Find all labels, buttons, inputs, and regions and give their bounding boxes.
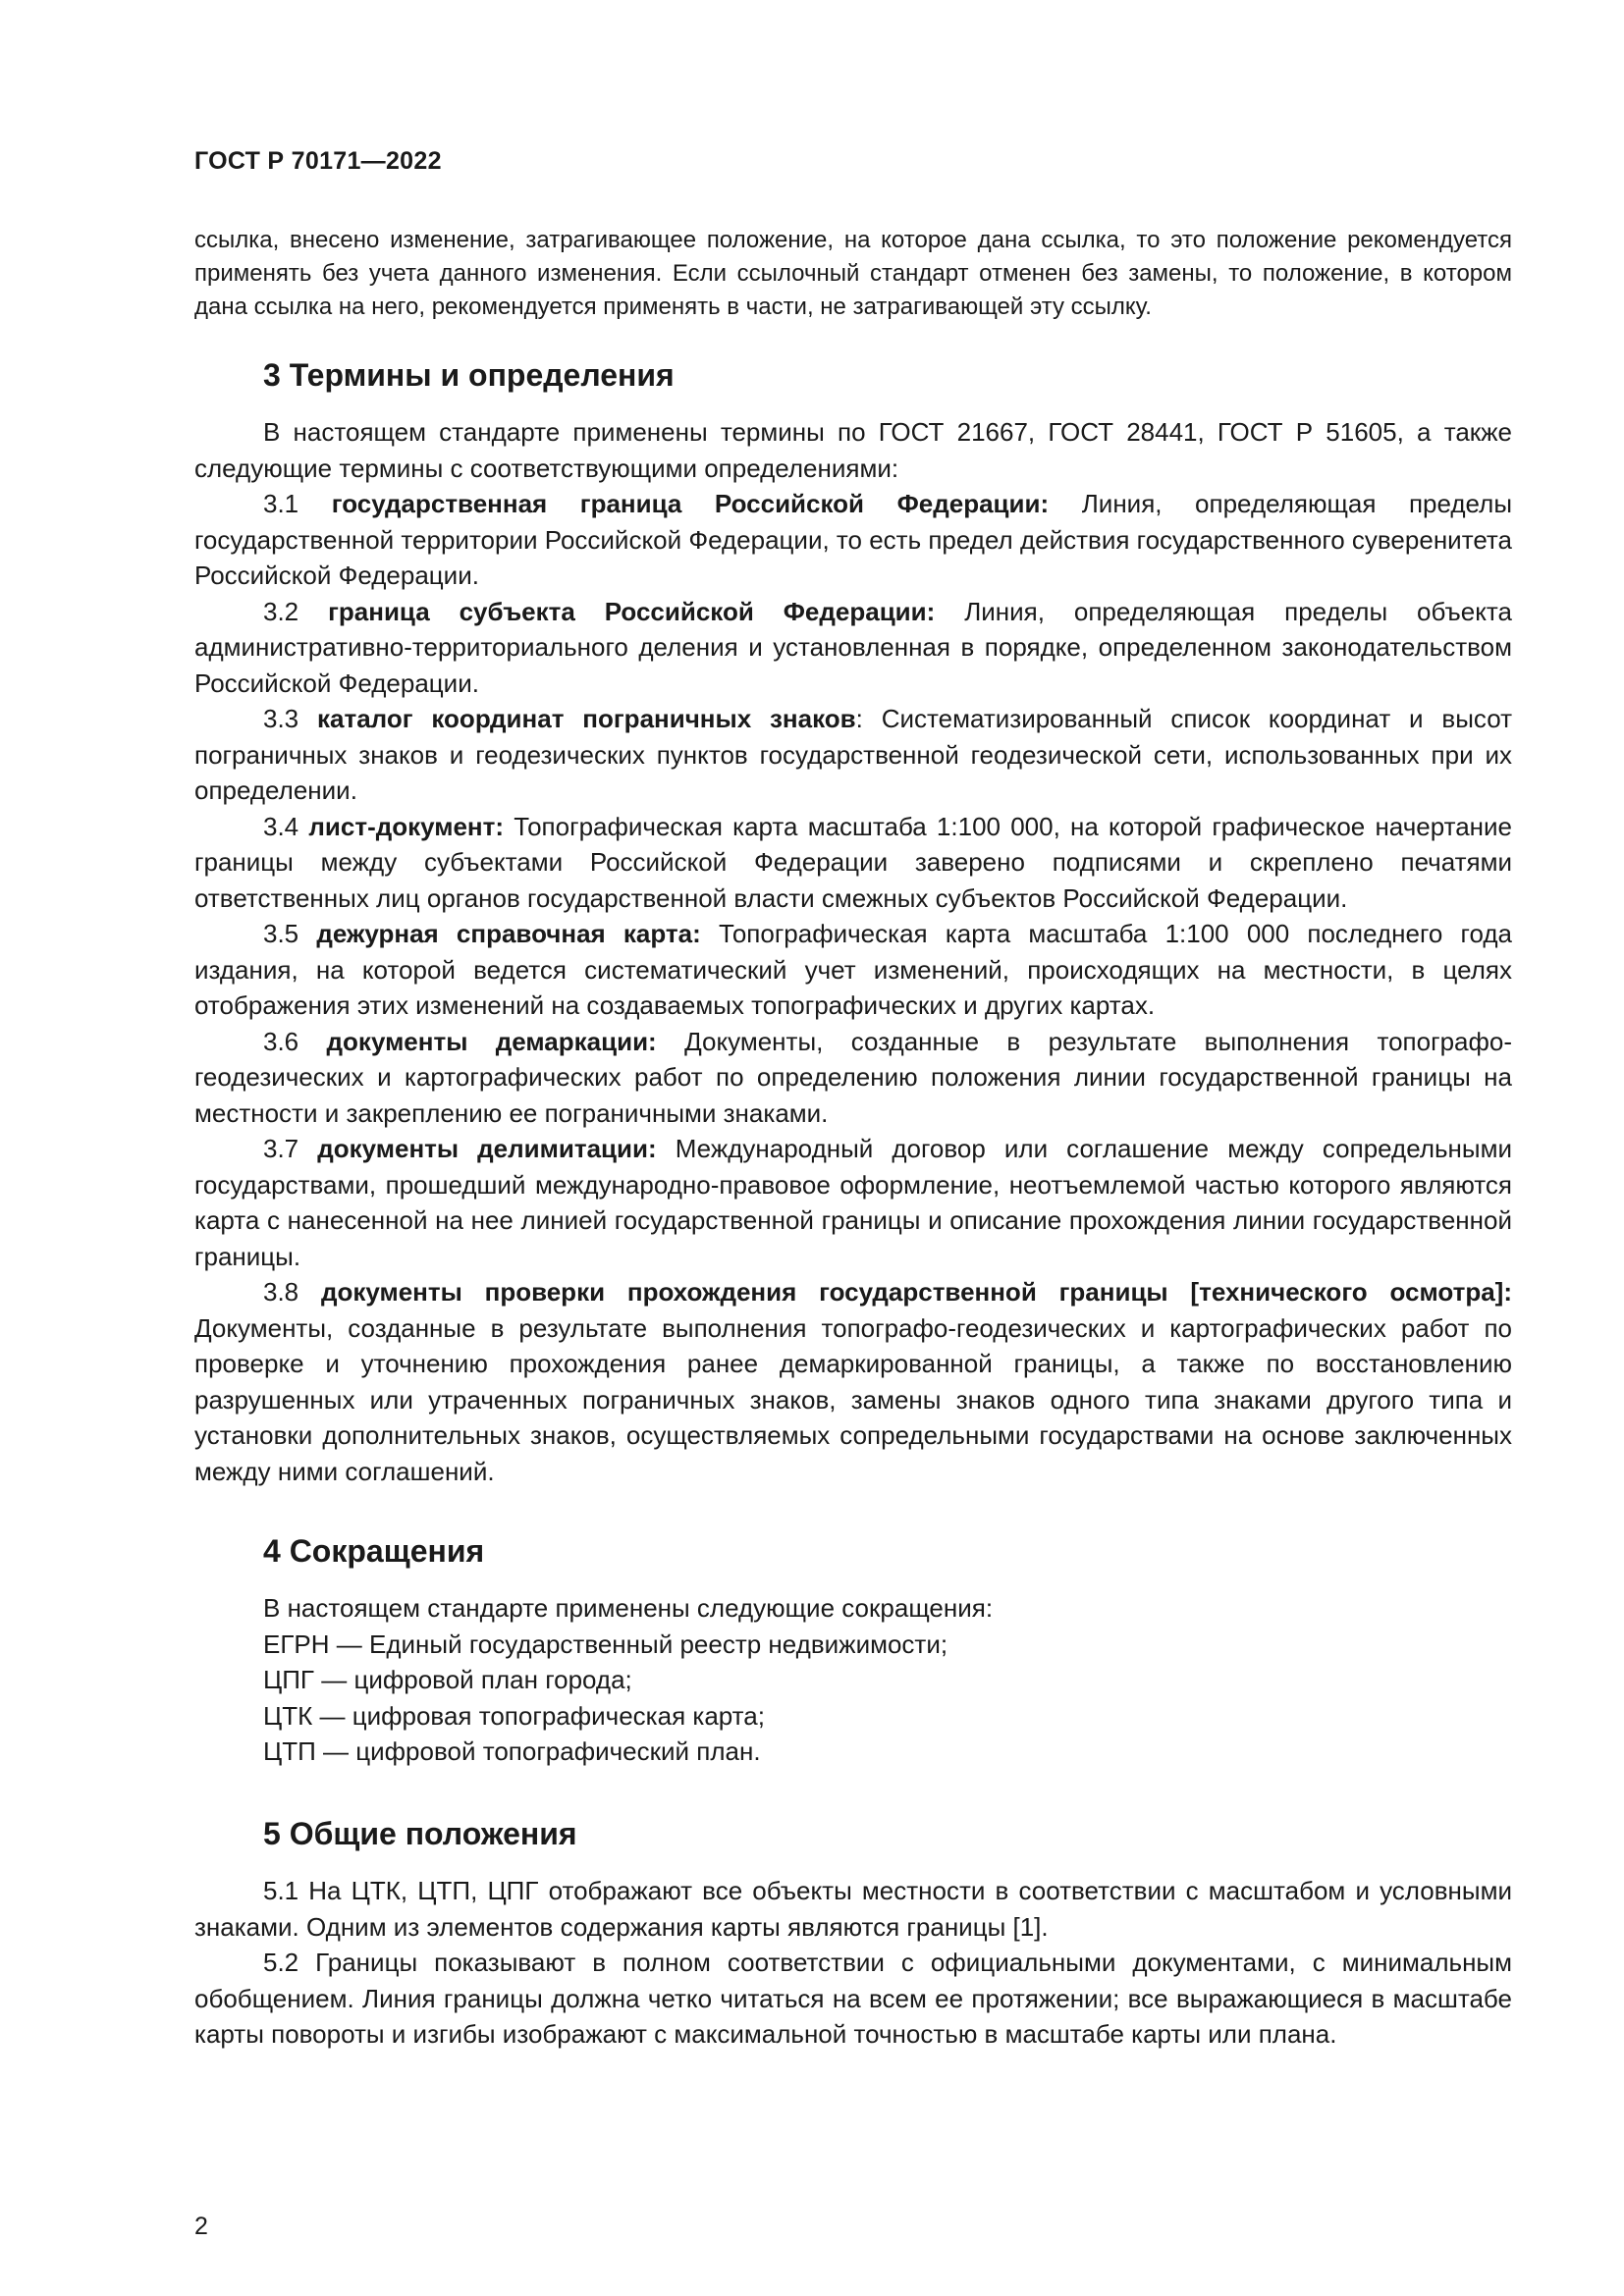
document-code-header: ГОСТ Р 70171—2022 — [194, 147, 442, 175]
term-3-6 — [194, 1024, 1512, 1132]
section-3-lead: В настоящем стандарте применены термины по ГОСТ 21667, ГОСТ 28441, ГОСТ Р 51605, а также следующие термины с соответствующими определениями: — [194, 417, 1512, 483]
term-3-4 — [194, 809, 1512, 917]
term-definition: Документы, созданные в результате выполнения топографо-геодезических и картографических работ по проверке и уточнению прохождения ранее демаркированной границы, а также по восстановлению разрушенных или утраченных пограничных знаков, замены знаков одного типа знаками другого типа и установки дополнительных знаков, осуществляемых сопредельными государствами на основе заключенных между ними соглашений. — [194, 1312, 1512, 1486]
term-number: 3.3 — [263, 704, 299, 733]
section-5-title: 5 Общие положения — [263, 1816, 577, 1851]
term-number: 3.1 — [263, 489, 299, 518]
abbreviation-item: ЕГРН — Единый государственный реестр недвижимости; — [263, 1629, 948, 1659]
term-name: документы проверки прохождения государственной границы [технического осмотра]: — [320, 1277, 1512, 1307]
term-number: 3.2 — [263, 596, 299, 626]
term-3-2 — [194, 594, 1512, 702]
paragraph-5-1: 5.1 На ЦТК, ЦТП, ЦПГ отображают все объекты местности в соответствии с масштабом и условными знаками. Одним из элементов содержания карты являются границы [1]. — [194, 1876, 1512, 1942]
intro-paragraph: ссылка, внесено изменение, затрагивающее положение, на которое дана ссылка, то это положение рекомендуется применять без учета данного изменения. Если ссылочный стандарт отменен без замены, то положение, в котором дана ссылка на него, рекомендуется применять в части, не затрагивающей эту ссылку. — [194, 227, 1512, 320]
term-definition: Международный договор или соглашение между сопредельными государствами, прошедший международно-правовое оформление, неотъемлемой частью которого являются карта с нанесенной на нее линией государственной границы и описание прохождения линии государственной границы. — [194, 1134, 1512, 1271]
section-abbreviations — [194, 1531, 1512, 1770]
term-name: документы демаркации: — [326, 1026, 657, 1056]
section-4-title: 4 Сокращения — [263, 1533, 485, 1569]
term-definition: Линия, определяющая пределы государственной территории Российской Федерации, то есть предел действия государственного суверенитета Российской Федерации. — [194, 489, 1513, 590]
term-3-3 — [194, 701, 1512, 809]
term-definition: : Систематизированный список координат и высот пограничных знаков и геодезических пунктов государственной геодезической сети, использованных при их определении. — [194, 704, 1513, 805]
abbreviation-item: ЦТП — цифровой топографический план. — [263, 1736, 761, 1766]
term-definition: Документы, созданные в результате выполнения топографо-геодезических и картографических работ по определению положения линии государственной границы на местности и закреплению ее пограничными знаками. — [194, 1026, 1512, 1128]
term-definition: Линия, определяющая пределы объекта административно-территориального деления и установленная в порядке, определенном законодательством Российской Федерации. — [194, 596, 1513, 698]
term-3-7 — [194, 1131, 1512, 1274]
paragraph-5-2: 5.2 Границы показывают в полном соответствии с официальными документами, с минимальным обобщением. Линия границы должна четко читаться на всем ее протяжении; все выражающиеся в масштабе карты повороты и изгибы изображают с максимальной точностью в масштабе карты или плана. — [194, 1948, 1512, 2049]
section-4-lead: В настоящем стандарте применены следующие сокращения: — [263, 1593, 994, 1623]
term-3-8 — [194, 1274, 1512, 1489]
term-number: 3.7 — [263, 1134, 299, 1163]
term-name: граница субъекта Российской Федерации: — [328, 596, 936, 626]
term-name: дежурная справочная карта: — [316, 919, 701, 948]
abbreviation-item: ЦПГ — цифровой план города; — [263, 1665, 632, 1694]
term-definition: Топографическая карта масштаба 1:100 000, на которой графическое начертание границы между субъектами Российской Федерации заверено подписями и скреплено печатями ответственных лиц органов государственной власти смежных субъектов Российской Федерации. — [194, 811, 1512, 913]
section-terms — [194, 355, 1512, 1489]
term-definition: Топографическая карта масштаба 1:100 000 последнего года издания, на которой ведется систематический учет изменений, происходящих на местности, в целях отображения этих изменений на создаваемых топографических и других картах. — [194, 919, 1512, 1020]
term-name: государственная граница Российской Федерации: — [331, 489, 1050, 518]
term-name: лист-документ: — [308, 811, 505, 841]
section-3-title: 3 Термины и определения — [263, 357, 675, 393]
term-name: документы делимитации: — [317, 1134, 657, 1163]
term-number: 3.4 — [263, 811, 299, 841]
term-number: 3.6 — [263, 1026, 299, 1056]
abbreviation-item: ЦТК — цифровая топографическая карта; — [263, 1700, 765, 1731]
section-general — [194, 1814, 1512, 2053]
term-number: 3.5 — [263, 919, 299, 948]
term-number: 3.8 — [263, 1277, 299, 1307]
term-3-1 — [194, 486, 1512, 594]
page-number: 2 — [194, 2213, 208, 2240]
intro-block — [194, 224, 1512, 324]
term-name: каталог координат пограничных знаков — [317, 704, 856, 733]
term-3-5 — [194, 916, 1512, 1024]
